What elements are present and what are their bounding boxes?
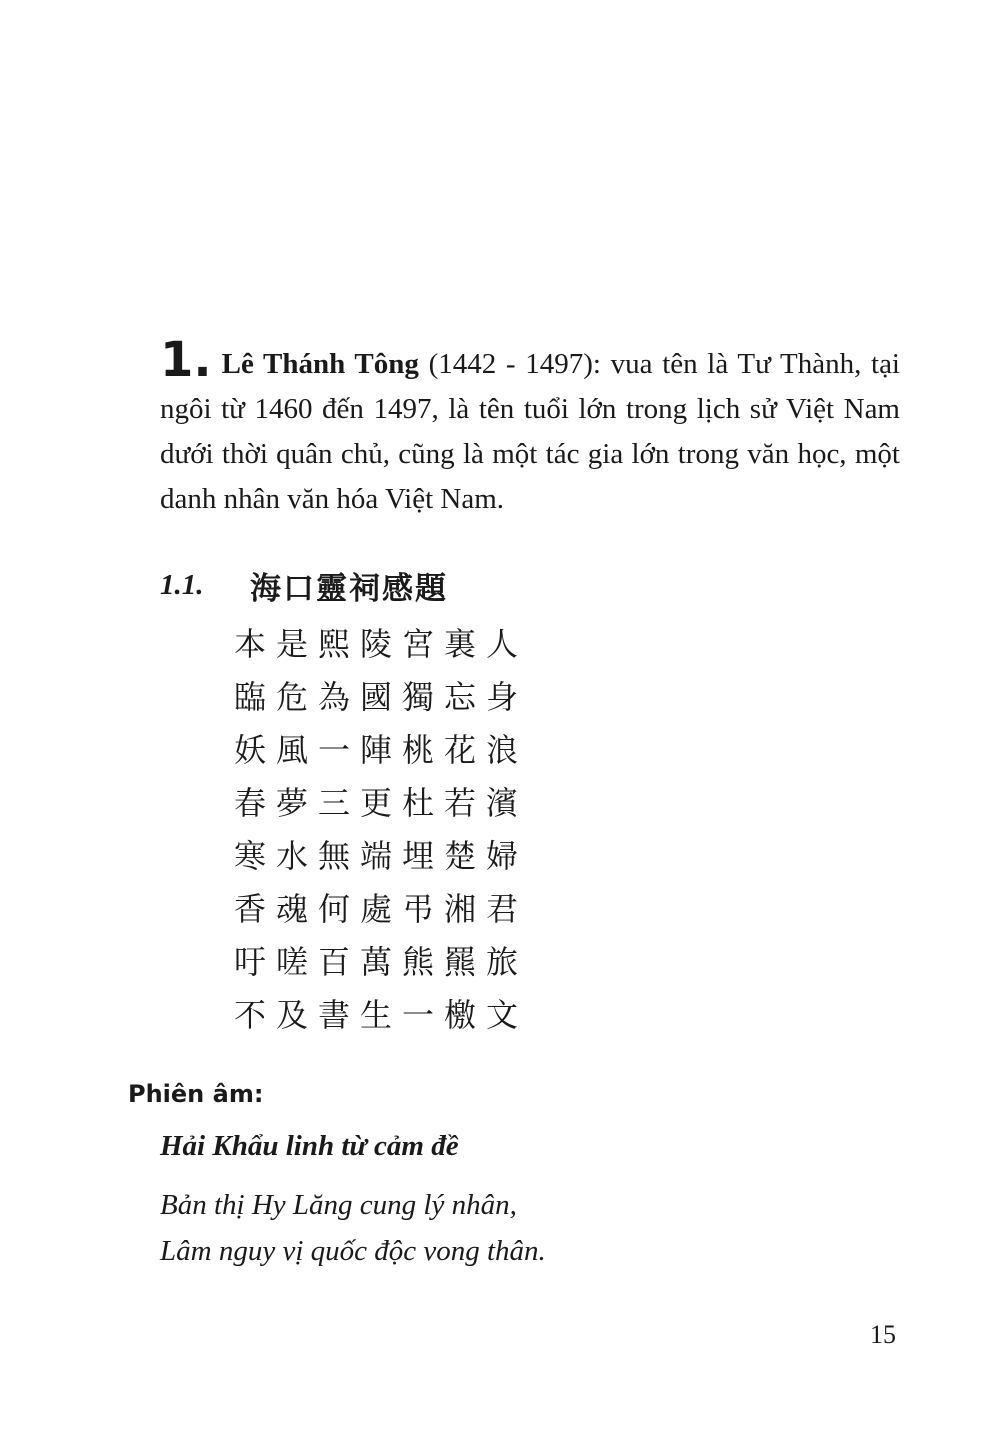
poem-line: 吁嗟百萬熊羆旅 bbox=[234, 943, 529, 981]
transliteration-label: Phiên âm: bbox=[128, 1080, 264, 1108]
poem-line: 寒水無端埋楚婦 bbox=[234, 837, 529, 875]
poem-number: 1.1. bbox=[160, 568, 204, 601]
transliteration-lines bbox=[160, 1182, 546, 1274]
poem-line: 春夢三更杜若濱 bbox=[234, 784, 529, 822]
poem-line: 妖風一陣桃花浪 bbox=[234, 731, 529, 769]
poem-line: 臨危為國獨忘身 bbox=[234, 678, 529, 716]
entry-number: 1. bbox=[160, 332, 212, 388]
poem-line: 本是熙陵宮裏人 bbox=[234, 625, 529, 663]
author-name: Lê Thánh Tông bbox=[221, 348, 419, 380]
transliteration-line: Lâm nguy vị quốc độc vong thân. bbox=[160, 1235, 546, 1267]
poem-lines bbox=[234, 618, 528, 1042]
transliteration-line: Bản thị Hy Lăng cung lý nhân, bbox=[160, 1189, 517, 1221]
poem-line: 香魂何處弔湘君 bbox=[234, 890, 529, 928]
entry-description: (1442 - 1497): vua tên là Tư Thành, tại ngôi từ 1460 đến 1497, là tên tuổi lớn trong lịch sử Việt Nam dưới thời quân chủ, cũng là một tác gia lớn trong văn học, một danh nhân văn hóa Việt Nam. bbox=[160, 348, 900, 515]
page-number: 15 bbox=[870, 1320, 896, 1349]
transliteration-title: Hải Khẩu linh từ cảm đề bbox=[160, 1130, 459, 1162]
entry-paragraph bbox=[160, 332, 900, 522]
poem-line: 不及書生一檄文 bbox=[234, 996, 529, 1034]
poem-title: 海口靈祠感題 bbox=[250, 570, 448, 607]
poem-heading bbox=[160, 562, 448, 608]
